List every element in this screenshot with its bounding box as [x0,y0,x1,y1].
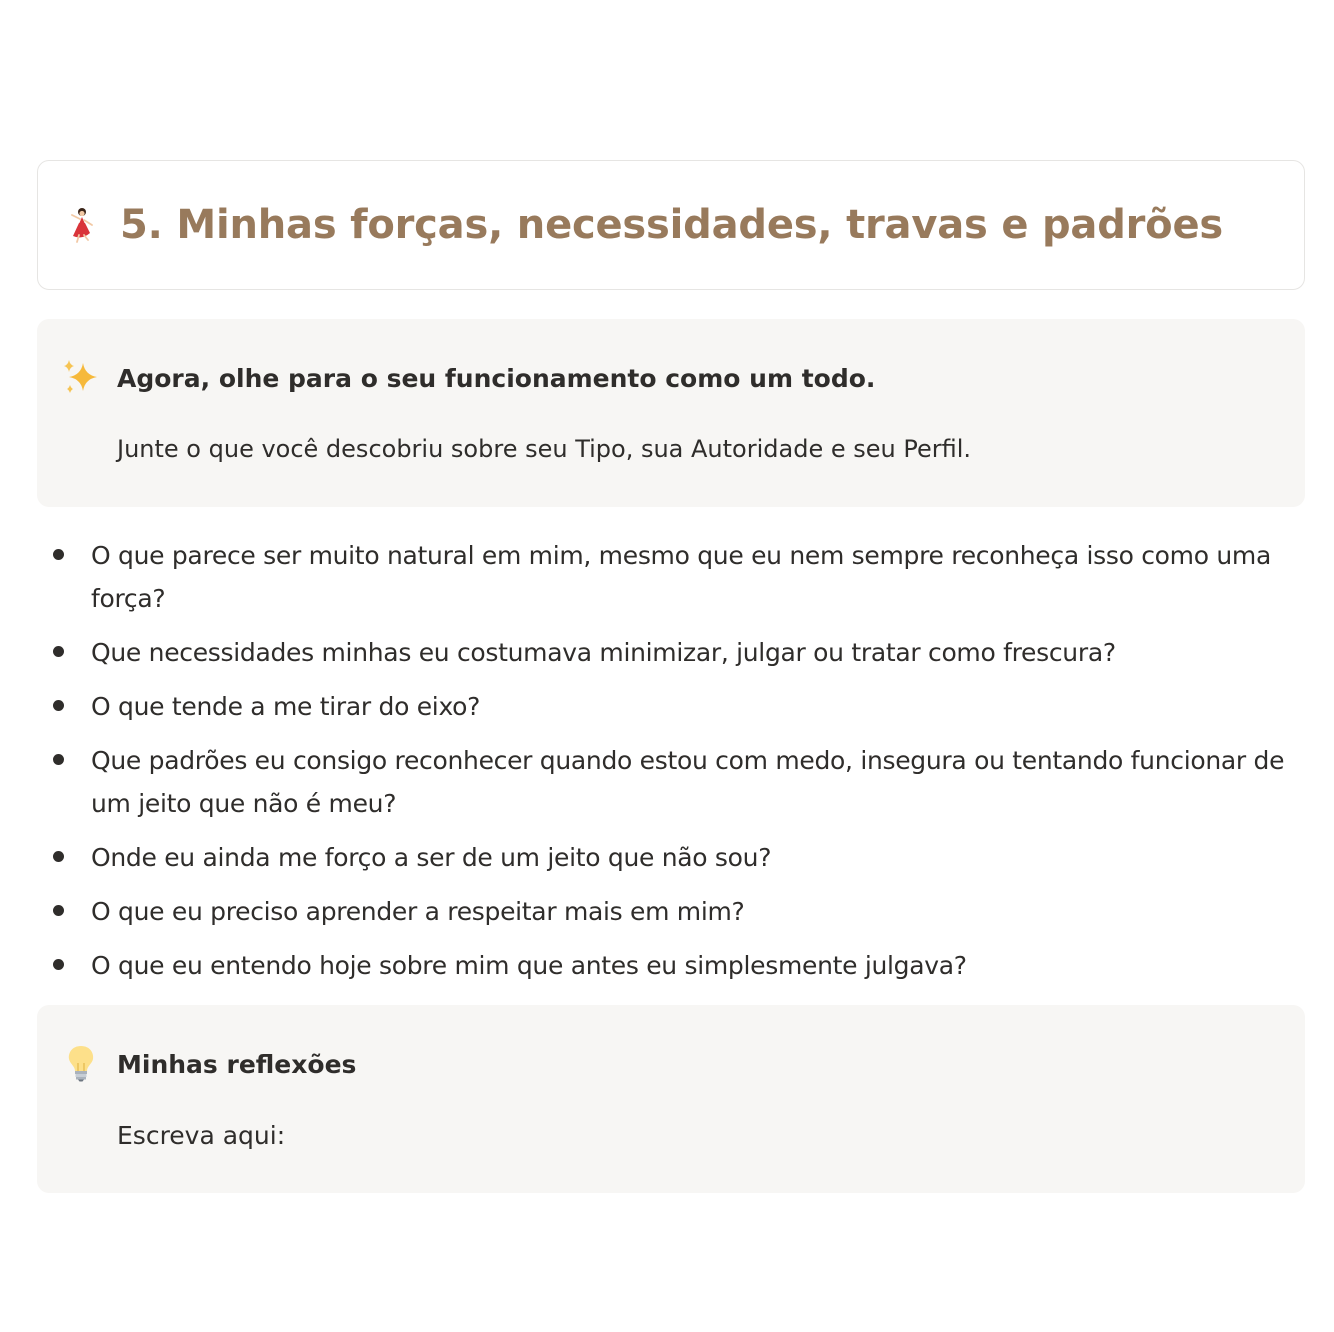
question-list [37,534,1305,987]
list-item [37,944,1305,987]
list-item-text: O que parece ser muito natural em mim, mesmo que eu nem sempre reconheça isso como uma força? [91,541,1271,613]
list-item [37,739,1305,825]
list-item-text: Onde eu ainda me forço a ser de um jeito que não sou? [91,843,772,872]
bullet-icon [53,700,64,711]
page-content [37,160,1305,1193]
bullet-icon [53,646,64,657]
list-item [37,890,1305,933]
bullet-icon [53,905,64,916]
list-item-text: O que tende a me tirar do eixo? [91,692,481,721]
list-item [37,631,1305,674]
page-title: 5. Minhas forças, necessidades, travas e padrões [120,202,1223,248]
sparkles-icon [61,357,101,397]
intro-callout-title: Agora, olhe para o seu funcionamento como um todo. [117,364,876,393]
list-item-text: O que eu entendo hoje sobre mim que antes eu simplesmente julgava? [91,951,967,980]
reflection-callout-title: Minhas reflexões [117,1050,357,1079]
reflection-callout [37,1005,1305,1193]
list-item-text: Que padrões eu consigo reconhecer quando estou com medo, insegura ou tentando funcionar de um jeito que não é meu? [91,746,1285,818]
list-item [37,836,1305,879]
dancing-woman-icon [62,205,102,245]
bullet-icon [53,754,64,765]
bullet-icon [53,549,64,560]
list-item [37,685,1305,728]
list-item [37,534,1305,620]
section-heading-card [37,160,1305,290]
list-item-text: O que eu preciso aprender a respeitar mais em mim? [91,897,745,926]
light-bulb-icon [61,1043,101,1083]
intro-callout [37,319,1305,507]
list-item-text: Que necessidades minhas eu costumava minimizar, julgar ou tratar como frescura? [91,638,1116,667]
intro-callout-body: Junte o que você descobriu sobre seu Tipo, sua Autoridade e seu Perfil. [117,435,972,463]
bullet-icon [53,851,64,862]
bullet-icon [53,959,64,970]
reflection-input-area[interactable]: Escreva aqui: [117,1121,286,1150]
